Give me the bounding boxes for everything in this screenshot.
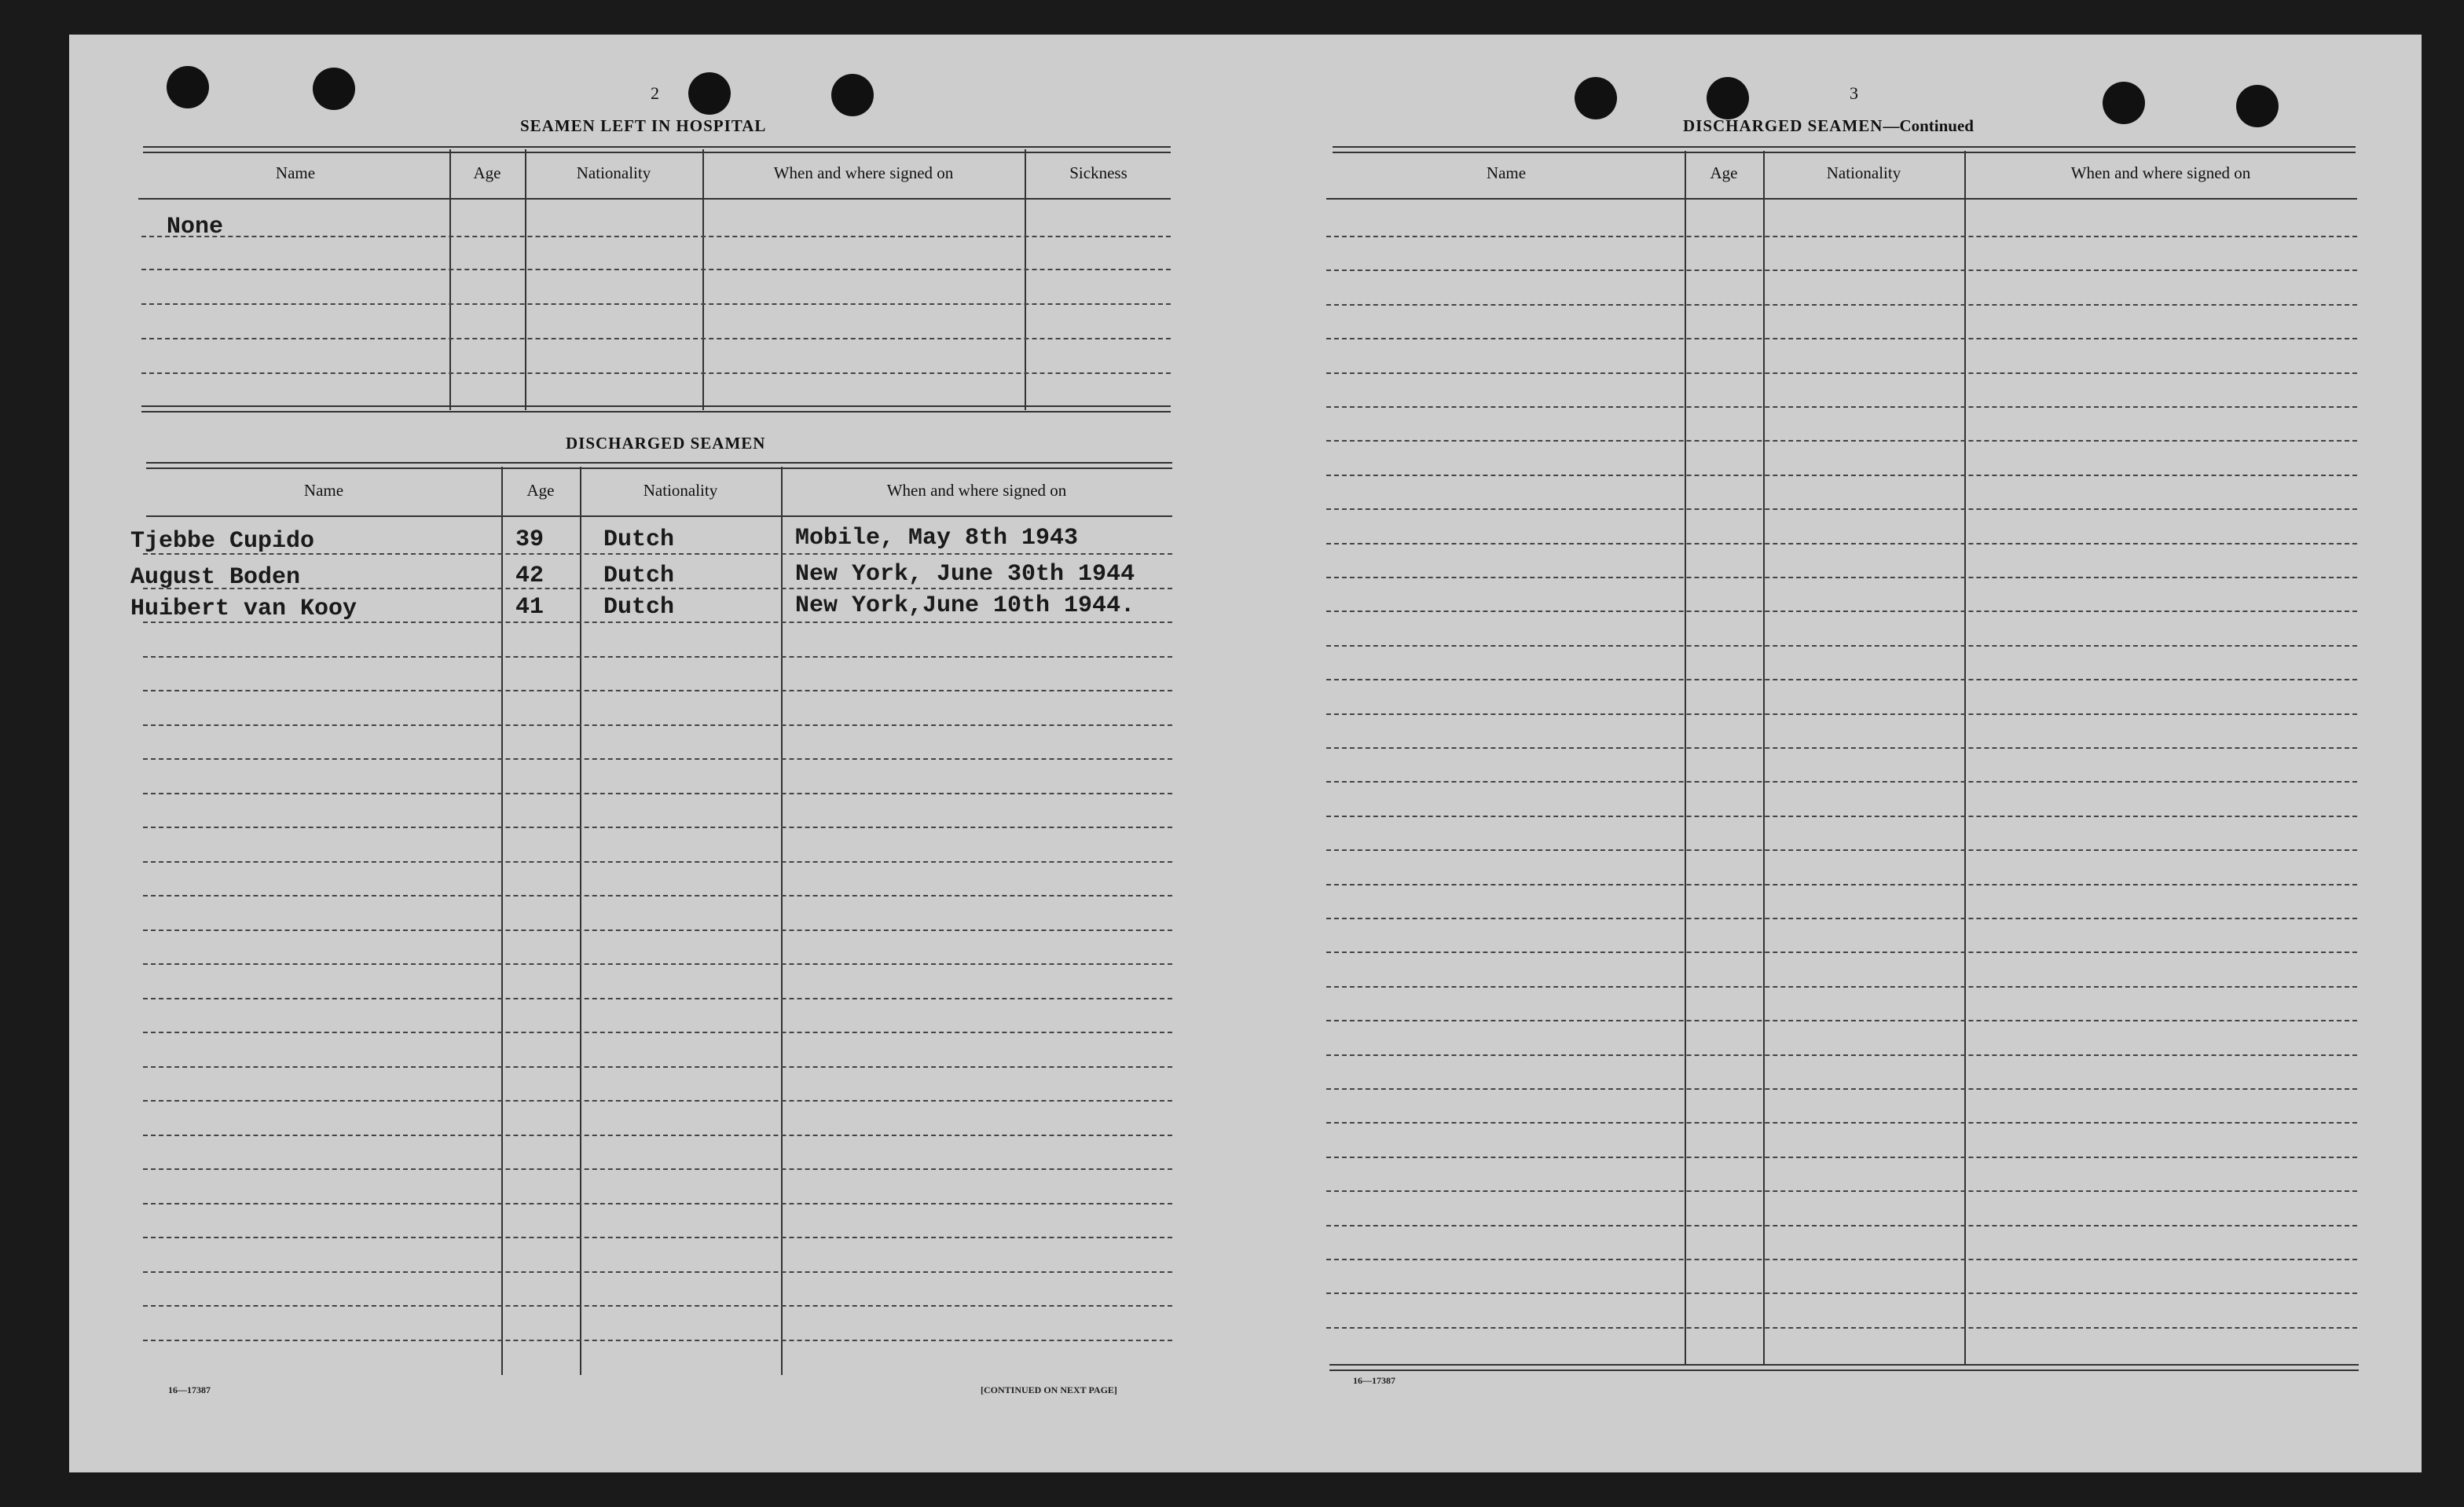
column-header-nationality: Nationality <box>1826 163 1901 182</box>
row-line <box>1326 952 2357 953</box>
row-line <box>143 758 1172 760</box>
row-line <box>141 372 1171 374</box>
page-number: 2 <box>651 83 659 103</box>
row-line <box>143 1271 1172 1273</box>
row-line <box>143 1203 1172 1204</box>
row-line <box>1326 1054 2357 1056</box>
column-header-name: Name <box>1486 163 1527 182</box>
header-rule <box>146 515 1172 517</box>
row-line <box>1326 1225 2357 1226</box>
column-header-age: Age <box>473 163 501 182</box>
row-line <box>141 269 1171 270</box>
row-line <box>1326 338 2357 339</box>
seaman-signed-on: Mobile, May 8th 1943 <box>795 525 1079 552</box>
row-line <box>1326 747 2357 749</box>
column-header-signed-on: When and where signed on <box>2070 163 2251 182</box>
row-line <box>143 1305 1172 1307</box>
row-line <box>1326 406 2357 408</box>
column-header-signed-on: When and where signed on <box>886 481 1067 500</box>
seaman-signed-on: New York,June 10th 1944. <box>795 592 1135 619</box>
table-top-rule <box>1333 146 2356 153</box>
right-page <box>1257 35 2422 1472</box>
row-line <box>143 656 1172 658</box>
row-line <box>1326 270 2357 271</box>
column-header-nationality: Nationality <box>576 163 651 182</box>
row-line <box>143 1340 1172 1341</box>
row-line <box>1326 508 2357 510</box>
seaman-nationality: Dutch <box>603 526 675 553</box>
row-line <box>1326 236 2357 237</box>
row-line <box>1326 1157 2357 1158</box>
row-line <box>143 1032 1172 1033</box>
row-line <box>1326 918 2357 919</box>
row-line <box>1326 781 2357 783</box>
row-line <box>1326 884 2357 886</box>
column-divider <box>1964 151 1966 1366</box>
column-header-age: Age <box>526 481 555 500</box>
left-page <box>69 35 1279 1472</box>
row-line <box>1326 645 2357 647</box>
row-line <box>143 963 1172 965</box>
header-rule <box>1326 198 2357 200</box>
column-divider <box>580 467 581 1375</box>
column-divider <box>781 467 783 1375</box>
row-line <box>1326 1292 2357 1294</box>
row-line <box>1326 543 2357 544</box>
punch-hole <box>2236 85 2279 127</box>
row-line <box>143 690 1172 691</box>
seaman-age: 39 <box>515 526 544 553</box>
row-line <box>1326 713 2357 715</box>
header-rule <box>138 198 1171 200</box>
punch-hole <box>167 66 209 108</box>
row-line <box>143 861 1172 863</box>
row-line <box>1326 1327 2357 1329</box>
row-line <box>1326 1259 2357 1260</box>
row-line <box>1326 610 2357 612</box>
row-line <box>1326 679 2357 680</box>
row-line <box>1326 475 2357 476</box>
punch-hole <box>2103 82 2145 124</box>
seaman-nationality: Dutch <box>603 563 675 589</box>
row-line <box>143 827 1172 828</box>
punch-hole <box>1707 77 1749 119</box>
table-top-rule <box>146 462 1172 469</box>
row-line <box>143 998 1172 999</box>
row-line <box>1326 1020 2357 1021</box>
row-line <box>1326 1122 2357 1124</box>
seaman-signed-on: New York, June 30th 1944 <box>795 561 1135 588</box>
row-line <box>143 1237 1172 1238</box>
row-line <box>1326 1088 2357 1090</box>
column-divider <box>702 149 704 410</box>
row-line <box>141 338 1171 339</box>
punch-hole <box>831 74 874 116</box>
column-header-name: Name <box>275 163 316 182</box>
column-header-age: Age <box>1710 163 1738 182</box>
column-header-nationality: Nationality <box>643 481 718 500</box>
punch-hole <box>1575 77 1617 119</box>
row-line <box>1326 986 2357 988</box>
table-top-rule <box>143 146 1171 153</box>
hospital-section-title: SEAMEN LEFT IN HOSPITAL <box>520 116 767 135</box>
row-line <box>143 1066 1172 1068</box>
seaman-age: 41 <box>515 594 544 621</box>
column-header-name: Name <box>303 481 344 500</box>
row-line <box>1326 1190 2357 1192</box>
row-line <box>141 303 1171 305</box>
punch-hole <box>313 68 355 110</box>
page-number: 3 <box>1850 83 1858 103</box>
column-divider <box>449 149 451 410</box>
seaman-name: Tjebbe Cupido <box>130 528 315 555</box>
discharged-continued-title: DISCHARGED SEAMEN—Continued <box>1683 116 1974 135</box>
column-divider <box>1685 151 1686 1366</box>
row-line <box>143 793 1172 794</box>
column-divider <box>1763 151 1765 1366</box>
row-line <box>143 724 1172 726</box>
column-divider <box>501 467 503 1375</box>
column-header-signed-on: When and where signed on <box>773 163 954 182</box>
row-line <box>1326 577 2357 578</box>
row-line <box>1326 816 2357 817</box>
punch-hole <box>688 72 731 115</box>
seaman-name: Huibert van Kooy <box>130 596 358 622</box>
form-number: 16—17387 <box>168 1384 211 1395</box>
row-line <box>143 1168 1172 1170</box>
hospital-entry: None <box>167 214 224 240</box>
row-line <box>143 930 1172 931</box>
row-line <box>1326 304 2357 306</box>
row-line <box>143 895 1172 896</box>
seaman-age: 42 <box>515 563 544 589</box>
row-line <box>143 1135 1172 1136</box>
form-number: 16—17387 <box>1353 1375 1395 1386</box>
row-line <box>141 236 1171 237</box>
table-bottom-rule <box>141 405 1171 412</box>
seaman-name: August Boden <box>130 564 301 591</box>
column-divider <box>1025 149 1026 410</box>
continued-note: [CONTINUED ON NEXT PAGE] <box>981 1384 1117 1395</box>
table-bottom-rule <box>1329 1364 2359 1371</box>
row-line <box>1326 849 2357 851</box>
discharged-section-title: DISCHARGED SEAMEN <box>566 434 766 453</box>
row-line <box>1326 372 2357 374</box>
row-line <box>143 1100 1172 1102</box>
row-line <box>1326 440 2357 442</box>
column-header-sickness: Sickness <box>1069 163 1128 182</box>
column-divider <box>525 149 526 410</box>
seaman-nationality: Dutch <box>603 594 675 621</box>
